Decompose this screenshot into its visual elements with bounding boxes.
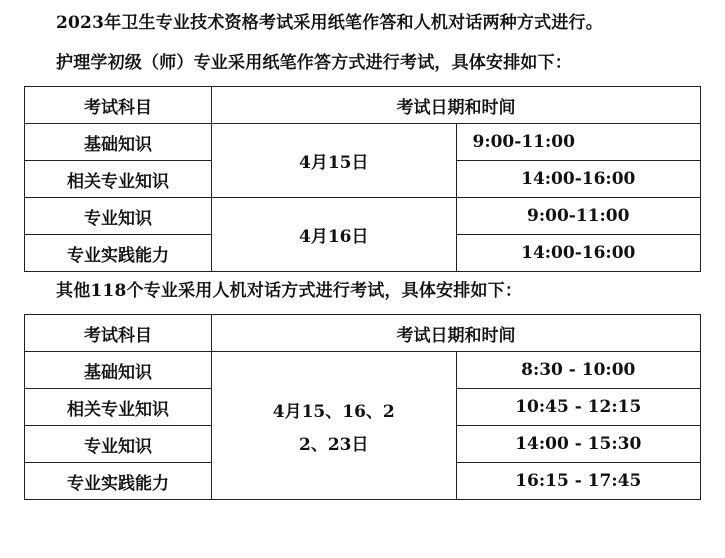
paragraph-intro: 2023年卫生专业技术资格考试采用纸笔作答和人机对话两种方式进行。: [56, 13, 603, 33]
cell-subject: 基础知识: [25, 124, 212, 161]
date-line-gap: [212, 422, 456, 430]
cell-subject: 基础知识: [25, 352, 212, 389]
cell-time: 9:00-11:00: [456, 124, 701, 161]
table-header-row: [25, 315, 701, 352]
cell-subject: 专业知识: [25, 426, 212, 463]
table-header-row: [25, 87, 701, 124]
header-subject: 考试科目: [25, 315, 212, 352]
cell-date-line-1: 4月15、16、2: [272, 401, 395, 422]
cell-time: 8:30 - 10:00: [456, 352, 701, 389]
paragraph-paper-exam: 护理学初级（师）专业采用纸笔作答方式进行考试，具体安排如下：: [56, 53, 572, 73]
cell-subject: 相关专业知识: [25, 161, 212, 198]
cell-date-range: [212, 352, 457, 500]
header-date-time: 考试日期和时间: [212, 315, 701, 352]
cell-subject: 专业实践能力: [25, 463, 212, 500]
cell-time: 14:00-16:00: [456, 235, 701, 272]
paper-exam-schedule-table: [24, 86, 701, 272]
cell-date: 4月15日: [212, 124, 457, 198]
header-date-time: 考试日期和时间: [212, 87, 701, 124]
cell-time: 14:00 - 15:30: [456, 426, 701, 463]
table-row: [25, 198, 701, 235]
header-subject: 考试科目: [25, 87, 212, 124]
table-row: [25, 352, 701, 389]
cell-subject: 专业知识: [25, 198, 212, 235]
cell-time: 9:00-11:00: [456, 198, 701, 235]
cell-date-line-2: 2、23日: [299, 434, 369, 455]
cell-date: 4月16日: [212, 198, 457, 272]
cell-time: 10:45 - 12:15: [456, 389, 701, 426]
cell-subject: 相关专业知识: [25, 389, 212, 426]
table-row: [25, 124, 701, 161]
paragraph-computer-exam: 其他118个专业采用人机对话方式进行考试，具体安排如下：: [56, 281, 523, 301]
cell-time: 16:15 - 17:45: [456, 463, 701, 500]
cell-subject: 专业实践能力: [25, 235, 212, 272]
cell-time: 14:00-16:00: [456, 161, 701, 198]
computer-exam-schedule-table: [24, 314, 701, 500]
